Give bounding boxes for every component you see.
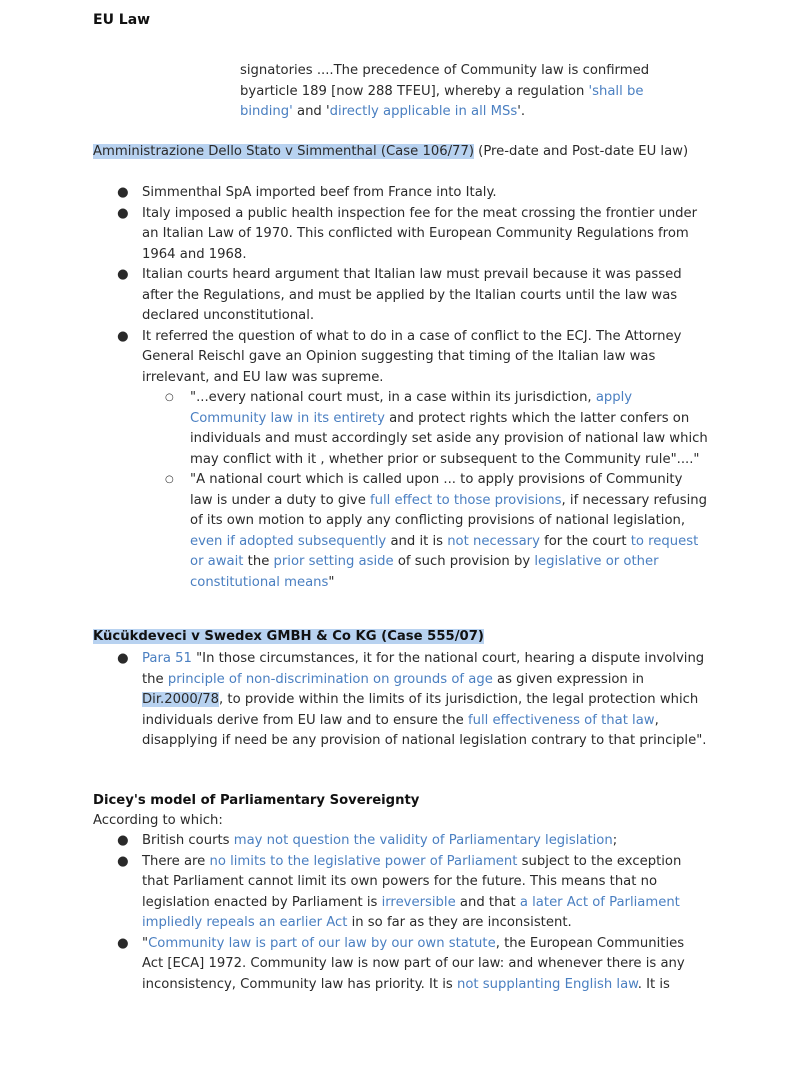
text-run: (Pre-date and Post-date EU law) <box>473 144 689 159</box>
text-run: signatories ....The precedence of Community law is confirmed by <box>240 63 650 99</box>
text-run: article 189 [now 288 TFEU], whereby a regulation <box>256 83 589 99</box>
text-run: It referred the question of what to do in a case of conflict to the ECJ. The Attorney General Reischl gave an Opinion suggesting that timing of the Italian law was irrelevant, and EU law was supreme. <box>142 328 682 385</box>
text-run: Dicey's model of Parliamentary Sovereignty <box>93 793 420 808</box>
bullet-icon: ● <box>117 185 129 200</box>
bullet-icon: ● <box>117 328 129 344</box>
page-title: EU Law <box>93 12 151 28</box>
emphasis-text: no limits to the legislative power of Parliament <box>209 853 518 869</box>
list-item <box>93 852 708 934</box>
emphasis-text: legislative or other constitutional means <box>190 554 659 590</box>
text-run: Simmenthal SpA imported beef from France into Italy. <box>142 185 497 200</box>
text-run: , if necessary refusing of its own motion to apply any conflicting provisions of national legislation, <box>190 492 708 528</box>
highlighted-text: Kücükdeveci v Swedex GMBH & Co KG (Case 555/07) <box>93 629 484 644</box>
text-run: British courts <box>142 833 234 848</box>
emphasis-text: Community law is part of our law by our own statute <box>148 935 496 951</box>
emphasis-text: full effectiveness of that law <box>467 712 655 728</box>
emphasis-text: not supplanting English law <box>457 976 638 992</box>
dicey-bullet-list <box>93 831 708 995</box>
emphasis-text: apply Community law in its entirety <box>190 390 633 426</box>
kucukdeveci-heading <box>93 627 693 648</box>
emphasis-text: a later Act of Parliament impliedly repeals an earlier Act <box>142 894 680 930</box>
emphasis-text: full effect to those provisions <box>370 492 562 508</box>
text-run: '. <box>517 104 526 119</box>
text-run: and that <box>455 894 520 910</box>
emphasis-text: principle of non-discrimination on grounds of age <box>167 671 493 687</box>
text-run: of such provision by <box>393 554 535 569</box>
list-item <box>93 831 708 852</box>
text-run: , to provide within the limits of its jurisdiction, the legal protection which individuals derive from EU law and to ensure the <box>142 692 699 728</box>
emphasis-text: irreversible <box>381 894 456 910</box>
text-run: Italian courts heard argument that Italian law must prevail because it was passed after the Regulations, and must be applied by the Italian courts until the law was declared unconstitutional. <box>142 267 682 323</box>
highlighted-text: Amministrazione Dello Stato v Simmenthal (Case 106/77) <box>93 144 474 159</box>
list-item <box>93 327 708 389</box>
text-run: and protect rights which the latter confers on individuals and must accordingly set aside any provision of national law which may conflict with it , whether prior or subsequent to the Community rule"...." <box>190 410 708 467</box>
bullet-icon: ● <box>117 651 129 666</box>
emphasis-text: 'shall be binding' <box>240 83 644 119</box>
text-run: , the European Communities Act [ECA] 1972. Community law is now part of our law: and whenever there is any inconsistency, Community law has priority. It is <box>142 935 685 992</box>
list-item <box>93 649 708 752</box>
list-item <box>93 204 708 266</box>
emphasis-text: to request or await <box>190 533 699 569</box>
text-run: in so far as they are inconsistent. <box>347 915 572 930</box>
bullet-icon: ● <box>117 935 129 951</box>
text-run: There are <box>142 853 210 869</box>
intro-paragraph <box>240 61 700 123</box>
text-run: "...every national court must, in a case within its jurisdiction, <box>190 390 596 405</box>
text-run: and ' <box>292 104 330 119</box>
emphasis-text: prior setting aside <box>273 554 394 569</box>
highlighted-text: Dir.2000/78 <box>142 692 220 707</box>
text-run: Italy imposed a public health inspection fee for the meat crossing the frontier under an Italian Law of 1970. This conflicted with European Community Regulations from 1964 and 1968. <box>142 205 698 262</box>
list-item <box>93 265 708 327</box>
circle-bullet-icon: ○ <box>165 474 174 485</box>
text-run: as given expression in <box>492 671 644 687</box>
text-run: for the court <box>539 533 631 549</box>
text-run: subject to the exception that Parliament cannot limit its own powers for the future. This means that no legislation enacted by Parliament is <box>142 853 682 910</box>
circle-bullet-icon: ○ <box>165 392 174 403</box>
text-run: According to which: <box>93 813 223 828</box>
bullet-icon: ● <box>117 205 129 221</box>
text-run: " <box>328 574 335 590</box>
bullet-icon: ● <box>117 853 129 869</box>
text-run: " <box>142 935 149 951</box>
text-run: the <box>243 554 274 569</box>
text-run: "In those circumstances, it for the national court, hearing a dispute involving the <box>142 651 705 687</box>
simmenthal-heading <box>93 142 693 163</box>
text-run: , disapplying if need be any provision of national legislation contrary to that principle". <box>142 712 707 748</box>
text-run: and it is <box>386 533 448 549</box>
emphasis-text: Para 51 <box>142 651 192 666</box>
dicey-intro <box>93 811 693 832</box>
text-run: "A national court which is called upon ... to apply provisions of Community law is under a duty to give <box>190 472 683 508</box>
emphasis-text: directly applicable in all MSs <box>329 104 518 119</box>
list-item <box>93 934 708 996</box>
simmenthal-bullet-list <box>93 183 708 593</box>
list-item <box>93 183 708 204</box>
dicey-heading <box>93 791 693 812</box>
kucukdeveci-bullet-list <box>93 649 708 752</box>
text-run: . It is <box>637 976 670 992</box>
text-run: ; <box>612 833 618 848</box>
bullet-icon: ● <box>117 267 129 282</box>
bullet-icon: ● <box>117 833 129 848</box>
emphasis-text: may not question the validity of Parliamentary legislation <box>233 833 613 848</box>
sub-list-item <box>93 470 708 593</box>
emphasis-text: not necessary <box>447 533 540 549</box>
sub-list-item <box>93 388 708 470</box>
emphasis-text: even if adopted subsequently <box>190 533 387 549</box>
